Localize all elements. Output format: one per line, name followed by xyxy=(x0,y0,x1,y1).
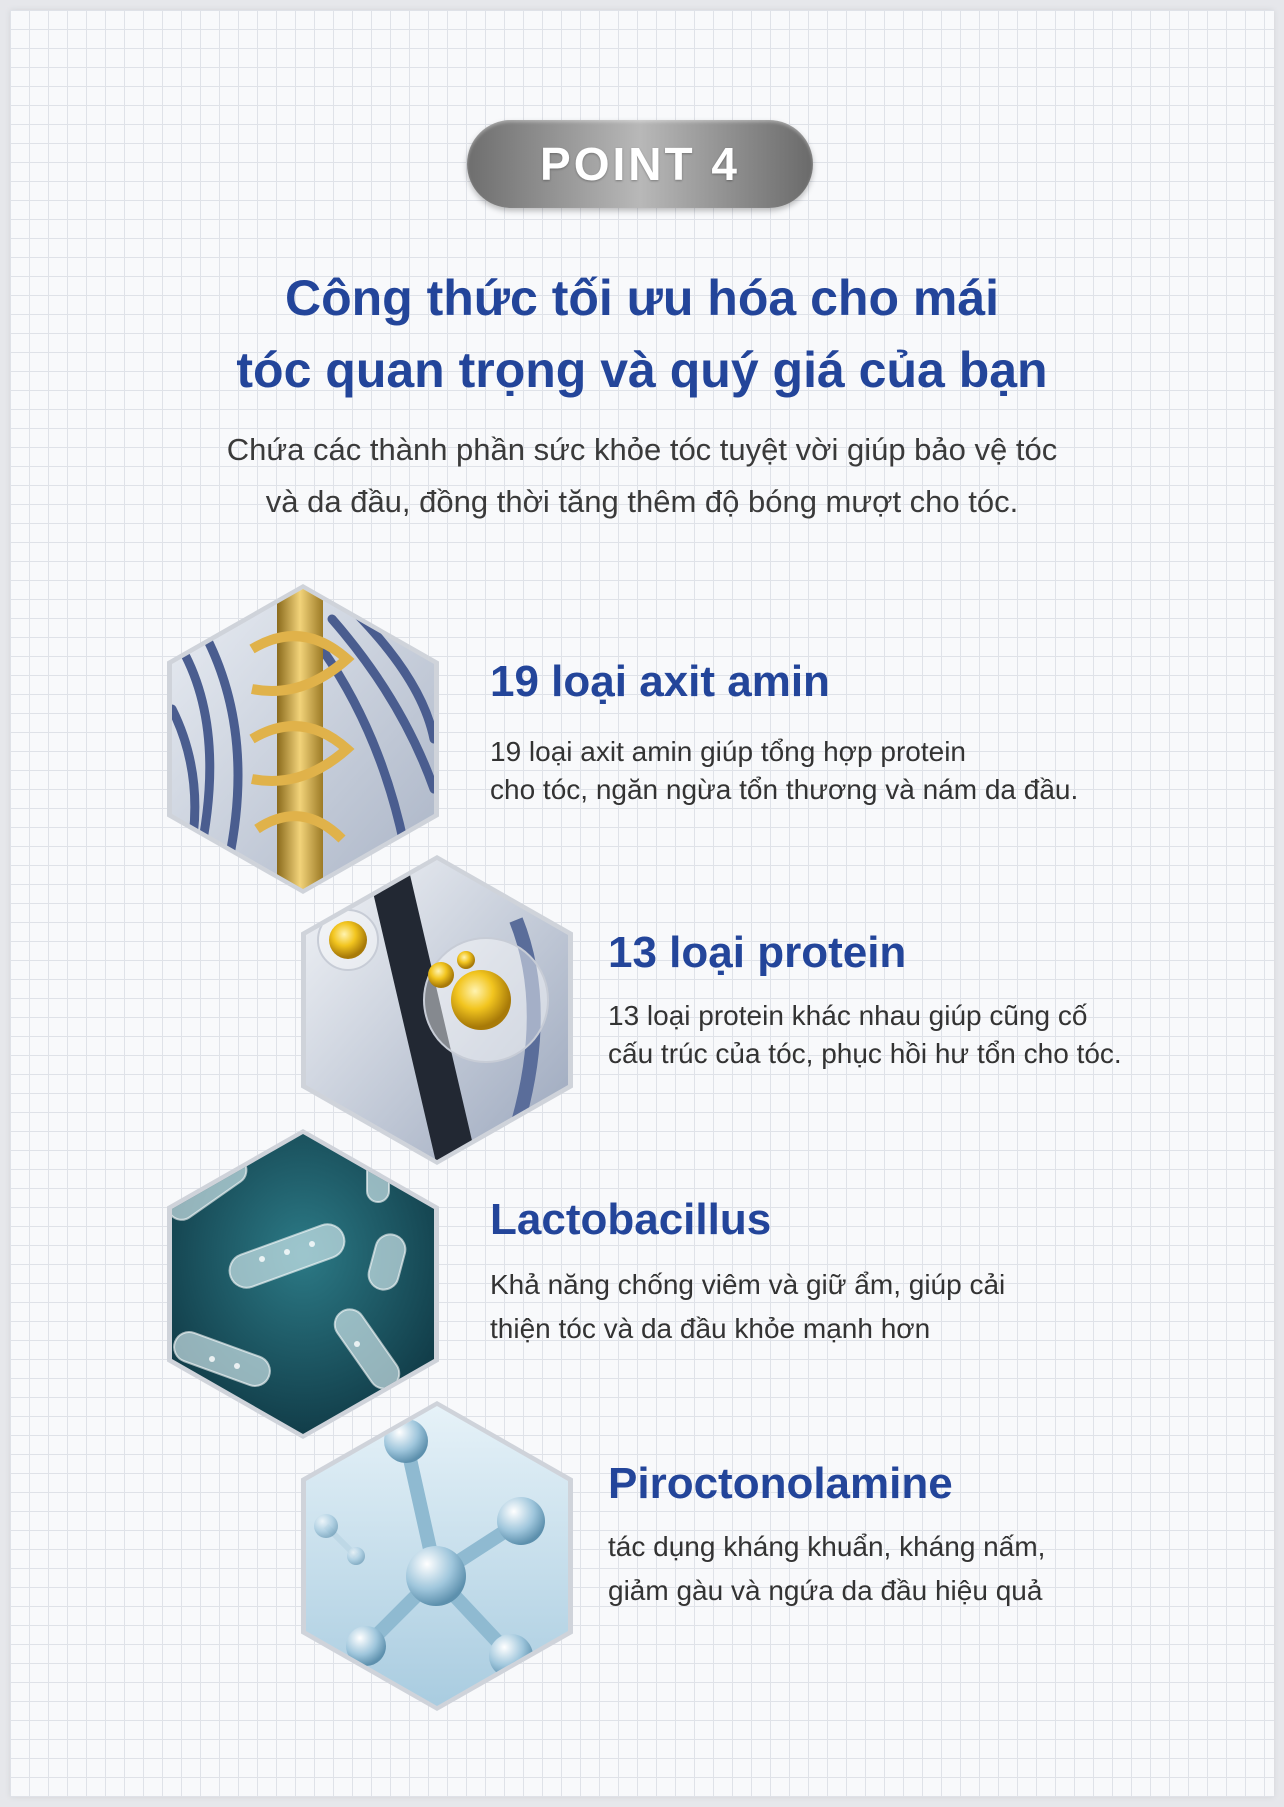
feature-3-description xyxy=(490,1266,1005,1348)
feature-1-desc-line-2: cho tóc, ngăn ngừa tổn thương và nám da đầu. xyxy=(490,774,1079,805)
headline-line-1: Công thức tối ưu hóa cho mái xyxy=(284,270,1000,326)
feature-3-desc-line-2: thiện tóc và da đầu khỏe mạnh hơn xyxy=(490,1313,931,1344)
feature-3-desc-line-1: Khả năng chống viêm và giữ ẩm, giúp cải xyxy=(490,1269,1006,1300)
feature-1-title: 19 loại axit amin xyxy=(490,657,830,706)
feature-2-description xyxy=(608,997,1122,1073)
subheadline-line-1: Chứa các thành phần sức khỏe tóc tuyệt vời giúp bảo vệ tóc xyxy=(226,432,1058,467)
headline xyxy=(0,262,1284,406)
feature-2-title: 13 loại protein xyxy=(608,928,907,977)
feature-1-desc-line-1: 19 loại axit amin giúp tổng hợp protein xyxy=(490,736,966,767)
feature-3-title: Lactobacillus xyxy=(490,1195,772,1244)
subheadline xyxy=(0,424,1284,528)
point-badge xyxy=(467,120,813,208)
feature-4-desc-line-2: giảm gàu và ngứa da đầu hiệu quả xyxy=(608,1575,1043,1606)
feature-2-desc-line-2: cấu trúc của tóc, phục hồi hư tổn cho tóc. xyxy=(608,1038,1122,1069)
feature-4-desc-line-1: tác dụng kháng khuẩn, kháng nấm, xyxy=(608,1531,1046,1562)
headline-line-2: tóc quan trọng và quý giá của bạn xyxy=(236,342,1048,398)
subheadline-line-2: và da đầu, đồng thời tăng thêm độ bóng mượt cho tóc. xyxy=(265,484,1019,519)
point-badge-label: POINT 4 xyxy=(540,138,740,190)
feature-4-title: Piroctonolamine xyxy=(608,1459,953,1508)
feature-1-description xyxy=(490,733,1078,809)
feature-2-desc-line-1: 13 loại protein khác nhau giúp cũng cố xyxy=(608,1000,1088,1031)
feature-4-description xyxy=(608,1528,1045,1610)
